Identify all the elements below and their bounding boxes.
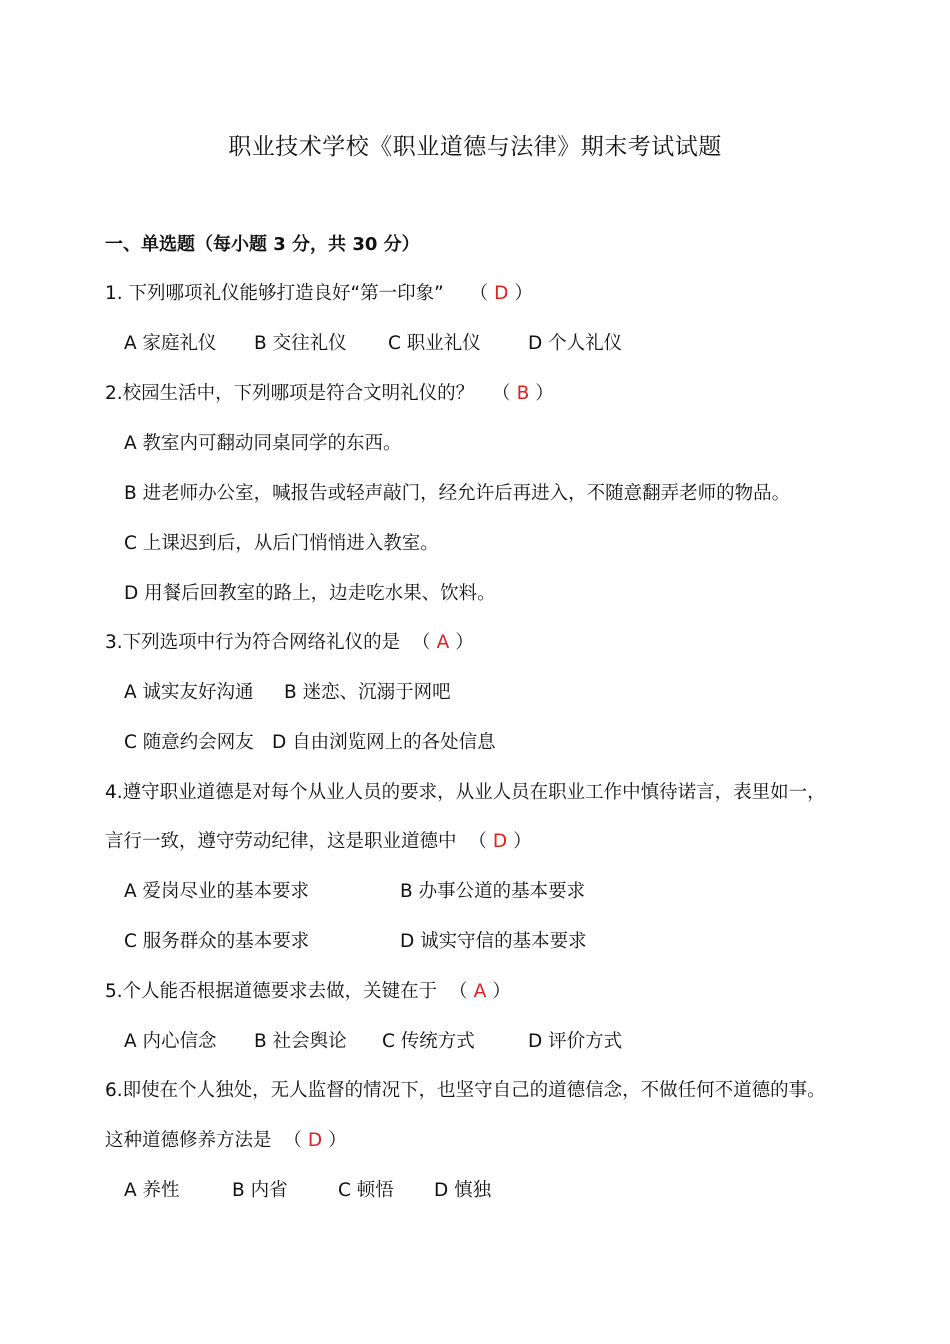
question-3: 3.下列选项中行为符合网络礼仪的是 （ A ） <box>105 632 474 653</box>
answer-mark: D <box>494 283 509 304</box>
option: C 顿悟 <box>338 1180 394 1201</box>
question-6-continued: 这种道德修养方法是 （ D ） <box>105 1130 347 1151</box>
answer-mark: A <box>473 981 487 1002</box>
question-2: 2.校园生活中，下列哪项是符合文明礼仪的？ （ B ） <box>105 383 554 404</box>
option: C 职业礼仪 <box>388 333 481 354</box>
question-5-options <box>124 1029 622 1055</box>
answer-mark: D <box>307 1130 323 1151</box>
question-stem: 这种道德修养方法是 <box>105 1130 272 1151</box>
option: A 教室内可翻动同桌同学的东西。 <box>124 433 402 454</box>
question-stem: 言行一致，遵守劳动纪律，这是职业道德中 <box>105 831 457 852</box>
option: A 内心信念 <box>124 1031 217 1052</box>
answer-mark: D <box>492 831 508 852</box>
question-stem: 5.个人能否根据道德要求去做，关键在于 <box>105 981 438 1002</box>
option: D 自由浏览网上的各处信息 <box>272 732 496 753</box>
answer-mark: B <box>516 383 530 404</box>
question-5: 5.个人能否根据道德要求去做，关键在于 （ A ） <box>105 981 511 1002</box>
question-stem: 3.下列选项中行为符合网络礼仪的是 <box>105 632 401 653</box>
option: C 随意约会网友 <box>124 732 254 753</box>
answer-mark: A <box>436 632 450 653</box>
option: D 用餐后回教室的路上，边走吃水果、饮料。 <box>124 583 496 604</box>
option: B 进老师办公室，喊报告或轻声敲门，经允许后再进入，不随意翻弄老师的物品。 <box>124 483 791 504</box>
question-stem: 2.校园生活中，下列哪项是符合文明礼仪的？ <box>105 383 475 404</box>
option: D 慎独 <box>434 1180 492 1201</box>
option: D 评价方式 <box>528 1031 623 1052</box>
option: B 迷恋、沉溺于网吧 <box>284 682 451 703</box>
option: B 办事公道的基本要求 <box>400 881 586 902</box>
question-stem: 1. 下列哪项礼仪能够打造良好“第一印象” <box>105 283 444 304</box>
option: A 爱岗尽业的基本要求 <box>124 881 310 902</box>
question-4-options-row-1 <box>124 879 585 905</box>
option: B 内省 <box>232 1180 288 1201</box>
question-4: 4.遵守职业道德是对每个从业人员的要求，从业人员在职业工作中慎待诺言，表里如一， <box>105 782 826 803</box>
option: A 诚实友好沟通 <box>124 682 254 703</box>
page-title: 职业技术学校《职业道德与法律》期末考试试题 <box>228 134 722 160</box>
question-1-options <box>124 331 622 357</box>
section-heading: 一、单选题（每小题 3 分，共 30 分） <box>105 234 420 255</box>
option: D 个人礼仪 <box>528 333 623 354</box>
question-4-options-row-2 <box>124 929 587 955</box>
option: C 传统方式 <box>382 1031 475 1052</box>
option: B 交往礼仪 <box>254 333 347 354</box>
question-1: 1. 下列哪项礼仪能够打造良好“第一印象” （ D ） <box>105 283 533 304</box>
option: A 家庭礼仪 <box>124 333 217 354</box>
option: D 诚实守信的基本要求 <box>400 931 587 952</box>
question-4-continued: 言行一致，遵守劳动纪律，这是职业道德中 （ D ） <box>105 831 532 852</box>
question-6: 6.即使在个人独处，无人监督的情况下，也坚守自己的道德信念，不做任何不道德的事。 <box>105 1080 826 1101</box>
option: A 养性 <box>124 1180 180 1201</box>
option: B 社会舆论 <box>254 1031 347 1052</box>
option: C 上课迟到后，从后门悄悄进入教室。 <box>124 533 439 554</box>
question-3-options-row-1 <box>124 680 451 706</box>
option: C 服务群众的基本要求 <box>124 931 310 952</box>
question-6-options <box>124 1178 491 1204</box>
question-3-options-row-2 <box>124 730 496 756</box>
